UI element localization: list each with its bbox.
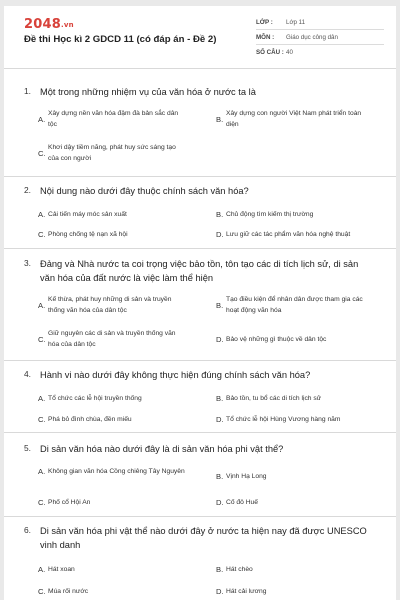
option-letter: B. — [216, 472, 224, 481]
option-letter: C. — [38, 415, 46, 424]
exam-title: Đề thi Học kì 2 GDCD 11 (có đáp án - Đề 2) — [24, 34, 217, 45]
option-text: Cải tiến máy móc sản xuất — [48, 211, 127, 218]
option-letter: D. — [216, 335, 224, 344]
question-5 — [4, 433, 396, 517]
option-text: Hát xoan — [48, 566, 75, 573]
option-b[interactable] — [216, 294, 364, 316]
option-b[interactable] — [216, 108, 364, 130]
question-number: 3. — [24, 258, 31, 268]
option-letter: C. — [38, 498, 46, 507]
option-letter: D. — [216, 498, 224, 507]
option-letter: A. — [38, 210, 46, 219]
option-c[interactable] — [38, 328, 186, 350]
meta-label: MÔN : — [256, 33, 275, 41]
question-number: 5. — [24, 443, 31, 453]
option-b[interactable] — [216, 564, 364, 575]
question-text: Đảng và Nhà nước ta coi trọng việc bảo tồn, tôn tạo các di tích lịch sử, di sản văn hóa của đất nước là việc làm thể hiện — [40, 259, 359, 283]
option-letter: C. — [38, 230, 46, 239]
meta-row-class — [256, 15, 384, 30]
option-d[interactable] — [216, 414, 364, 425]
option-letter: B. — [216, 565, 224, 574]
option-text: Tạo điều kiện để nhân dân được tham gia các hoạt động văn hóa — [226, 296, 363, 314]
option-text: Kế thừa, phát huy những di sản và truyền thống văn hóa của dân tộc — [48, 296, 172, 314]
meta-row-count — [256, 45, 384, 60]
meta-label: SỐ CÂU : — [256, 49, 284, 56]
option-letter: D. — [216, 587, 224, 596]
option-text: Chủ động tìm kiếm thị trường — [226, 211, 314, 218]
option-letter: A. — [38, 394, 46, 403]
question-number: 6. — [24, 525, 31, 535]
option-letter: A. — [38, 467, 46, 476]
question-1 — [4, 69, 396, 177]
question-6 — [4, 517, 396, 600]
option-letter: C. — [38, 587, 46, 596]
option-c[interactable] — [38, 142, 186, 164]
meta-row-subject — [256, 30, 384, 45]
option-a[interactable] — [38, 466, 186, 477]
option-text: Phố cổ Hội An — [48, 499, 91, 506]
question-text: Một trong những nhiệm vụ của văn hóa ở nước ta là — [40, 87, 256, 97]
option-letter: A. — [38, 565, 46, 574]
meta-value: 40 — [286, 49, 293, 56]
option-text: Bảo vệ những gì thuộc về dân tộc — [226, 336, 327, 343]
site-logo[interactable]: 2048.vn — [24, 17, 74, 32]
option-d[interactable] — [216, 334, 364, 345]
option-b[interactable] — [216, 471, 364, 482]
option-text: Hát cải lương — [226, 588, 267, 595]
option-c[interactable] — [38, 586, 186, 597]
question-number: 2. — [24, 185, 31, 195]
option-c[interactable] — [38, 229, 186, 240]
option-a[interactable] — [38, 393, 186, 404]
option-letter: D. — [216, 415, 224, 424]
option-text: Xây dựng con người Việt Nam phát triển toàn diện — [226, 110, 362, 128]
exam-header — [4, 6, 396, 69]
exam-page — [4, 6, 396, 600]
question-4 — [4, 361, 396, 433]
option-letter: B. — [216, 300, 224, 310]
option-text: Vịnh Hạ Long — [226, 473, 267, 480]
option-letter: A. — [38, 114, 46, 124]
option-text: Hát chèo — [226, 566, 253, 573]
option-text: Xây dựng nền văn hóa đậm đà bản sắc dân tộc — [48, 110, 179, 128]
exam-meta-table — [256, 15, 384, 60]
option-d[interactable] — [216, 586, 364, 597]
option-text: Không gian văn hóa Cồng chiêng Tây Nguyên — [48, 468, 185, 475]
option-text: Phòng chống tệ nạn xã hội — [48, 231, 128, 238]
option-d[interactable] — [216, 229, 364, 240]
option-letter: C. — [38, 334, 46, 344]
option-text: Giữ nguyên các di sản và truyền thống văn hóa của dân tộc — [48, 330, 176, 348]
question-text: Nội dung nào dưới đây thuộc chính sách văn hóa? — [40, 186, 249, 196]
option-letter: B. — [216, 394, 224, 403]
option-letter: D. — [216, 230, 224, 239]
question-number: 4. — [24, 369, 31, 379]
option-a[interactable] — [38, 108, 186, 130]
option-letter: C. — [38, 148, 46, 158]
option-a[interactable] — [38, 564, 186, 575]
option-text: Khơi dậy tiềm năng, phát huy sức sáng tạo của con người — [48, 144, 176, 162]
meta-value: Giáo dục công dân — [286, 33, 338, 41]
question-text: Di sản văn hóa phi vật thể nào dưới đây ở nước ta hiện nay đã được UNESCO vinh danh — [40, 526, 367, 550]
option-c[interactable] — [38, 414, 186, 425]
option-d[interactable] — [216, 497, 364, 508]
option-letter: B. — [216, 114, 224, 124]
option-a[interactable] — [38, 294, 186, 316]
question-text: Di sản văn hóa nào dưới đây là di sản văn hóa phi vật thể? — [40, 444, 284, 454]
option-text: Lưu giữ các tác phẩm văn hóa nghệ thuật — [226, 231, 351, 238]
option-text: Múa rối nước — [48, 588, 89, 595]
option-b[interactable] — [216, 209, 364, 220]
option-c[interactable] — [38, 497, 186, 508]
option-text: Tổ chức các lễ hội truyền thống — [48, 395, 142, 402]
option-text: Bảo tồn, tu bổ các di tích lịch sử — [226, 395, 322, 402]
option-text: Cố đô Huế — [226, 499, 258, 506]
option-text: Tổ chức lễ hội Hùng Vương hàng năm — [226, 416, 341, 423]
meta-value: Lớp 11 — [286, 18, 306, 26]
option-text: Phá bỏ đình chùa, đền miếu — [48, 416, 132, 423]
question-3 — [4, 249, 396, 361]
option-letter: B. — [216, 210, 224, 219]
question-number: 1. — [24, 86, 31, 96]
option-b[interactable] — [216, 393, 364, 404]
meta-label: LỚP : — [256, 18, 273, 26]
option-a[interactable] — [38, 209, 186, 220]
question-text: Hành vi nào dưới đây không thực hiện đúng chính sách văn hóa? — [40, 370, 311, 380]
option-letter: A. — [38, 300, 46, 310]
question-2 — [4, 177, 396, 249]
